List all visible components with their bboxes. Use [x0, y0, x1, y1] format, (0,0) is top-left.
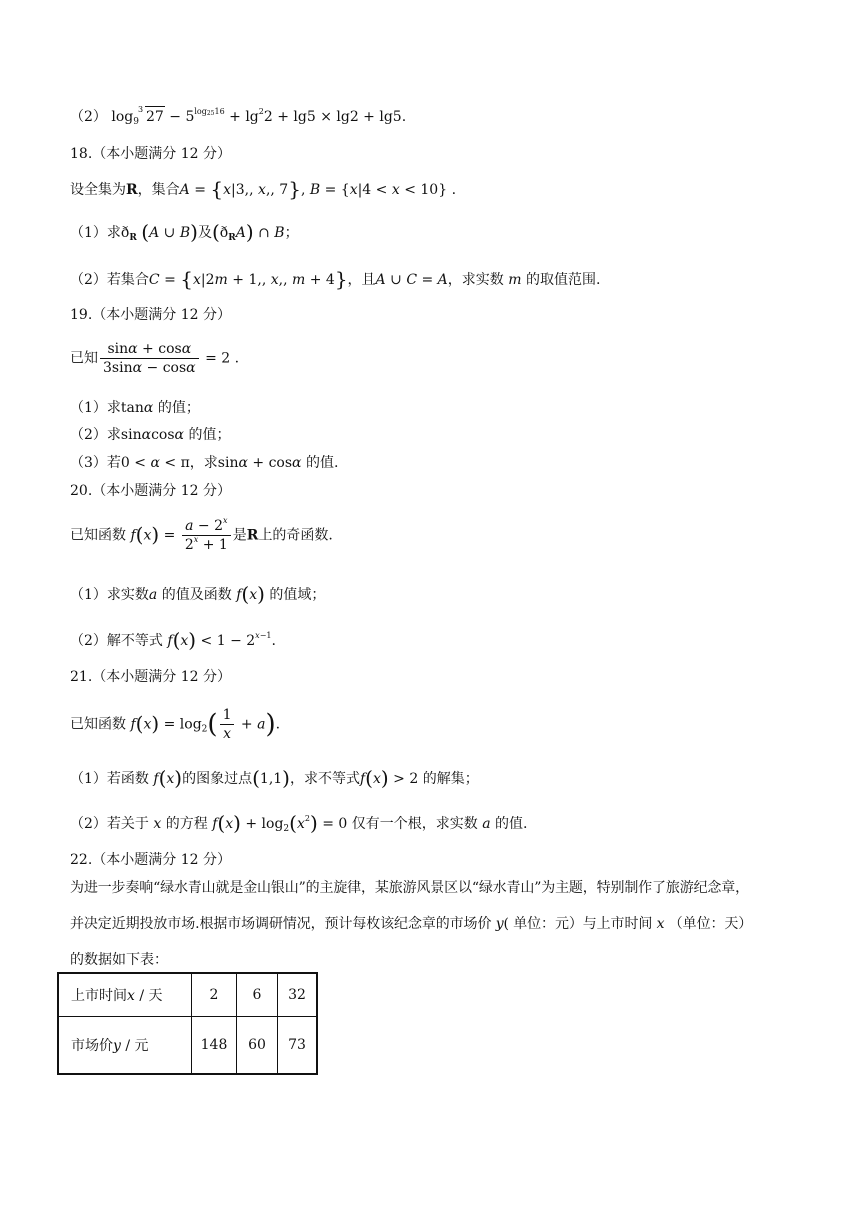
- q20-part1: （1）求实数a 的值及函数 f(x) 的值域；: [70, 582, 326, 606]
- q20-header: 20.（本小题满分 12 分）: [70, 483, 231, 499]
- q18-part1: （1）求$ð_R$ (A ∪ B)及$(ð_RA)$ ∩ B；: [70, 220, 299, 244]
- q21-part2: （2）若关于 x 的方程 $f(x) + \log_2(x^2) = 0$ 仅有一个根，求实数 a 的值.: [70, 811, 528, 835]
- q21-part1: （1）若函数 f(x)的图象过点(1,1)，求不等式f(x) > 2 的解集；: [70, 766, 479, 790]
- table-cell: 60: [237, 1017, 278, 1075]
- q21-fraction: $\frac{1}{x}$: [220, 706, 235, 743]
- q19-part3: （3）若0 < α < π，求sinα + cosα 的值.: [70, 455, 339, 471]
- q18-set-def: A = {x|3,, x,, 7}, B = {x|4 < x < 10}: [179, 177, 448, 201]
- table-row-time: [58, 973, 317, 1017]
- table-cell: 2: [192, 973, 237, 1017]
- q20-intro: 已知函数 f(x) = $\frac{a - 2^x}{2^x + 1}$ 是R上的奇函数.: [70, 516, 333, 553]
- q19-header: 19.（本小题满分 12 分）: [70, 307, 231, 323]
- row-label-time: 上市时间x / 天: [58, 973, 192, 1017]
- table-cell: 73: [278, 1017, 318, 1075]
- q19-part2: （2）求sinαcosα 的值；: [70, 427, 231, 443]
- q18-part1-expr1: $ð_R$ (A ∪ B): [120, 220, 198, 244]
- q18-part1-expr2: $(ð_RA)$ ∩ B: [211, 220, 285, 244]
- q22-text2: 并决定近期投放市场.根据市场调研情况，预计每枚该纪念章的市场价 y( 单位：元）与上市时间 x （单位：天）: [70, 916, 753, 932]
- q22-header: 22.（本小题满分 12 分）: [70, 852, 231, 868]
- q22-text3: 的数据如下表：: [70, 952, 168, 968]
- q17-part2-label: （2）: [70, 109, 107, 125]
- table-row-price: [58, 1017, 317, 1075]
- q21-header: 21.（本小题满分 12 分）: [70, 669, 231, 685]
- table-cell: 6: [237, 973, 278, 1017]
- q19-part1: （1）求tanα 的值；: [70, 400, 200, 416]
- q22-text1: 为进一步奏响“绿水青山就是金山银山”的主旋律，某旅游风景区以“绿水青山”为主题，特别制作了旅游纪念章，: [70, 880, 749, 896]
- q18-intro: 设全集为R，集合A = {x|3,, x,, 7}, B = {x|4 < x < 10} .: [70, 177, 457, 201]
- q17-part2-formula: $\log_9$ 3 $27 - 5^{log_{25}16} + \lg^22 + \lg 5 \times \lg 2 + \lg 5$: [111, 105, 402, 127]
- q19-fraction: $\frac{\sin\alpha + \cos\alpha}{3\sin\alpha - \cos\alpha}$: [100, 340, 199, 377]
- table-cell: 148: [192, 1017, 237, 1075]
- q21-intro: 已知函数 $f(x) = \log_2$( $\frac{1}{x}$ + a).: [70, 707, 281, 742]
- q20-fraction: $\frac{a - 2^x}{2^x + 1}$: [182, 517, 231, 554]
- q17-part2: （2） $\log_9$ 3 $27 - 5^{log_{25}16} + \lg^22 + \lg 5 \times \lg 2 + \lg 5$.: [70, 105, 407, 127]
- q19-intro: 已知 $\frac{\sin\alpha + \cos\alpha}{3\sin\alpha - \cos\alpha}$ = 2 .: [70, 341, 240, 376]
- q18-header: 18.（本小题满分 12 分）: [70, 146, 231, 162]
- price-table: [57, 972, 318, 1075]
- row-label-price: 市场价y / 元: [58, 1017, 192, 1075]
- q20-part2: （2）解不等式 $f(x) < 1 - 2^{x-1}$.: [70, 628, 276, 652]
- q18-part2: （2）若集合C = {x|2m + 1,, x,, m + 4}，且A ∪ C = A，求实数 m 的取值范围.: [70, 267, 601, 291]
- table-cell: 32: [278, 973, 318, 1017]
- q18-set-c: C = {x|2m + 1,, x,, m + 4}: [148, 267, 348, 291]
